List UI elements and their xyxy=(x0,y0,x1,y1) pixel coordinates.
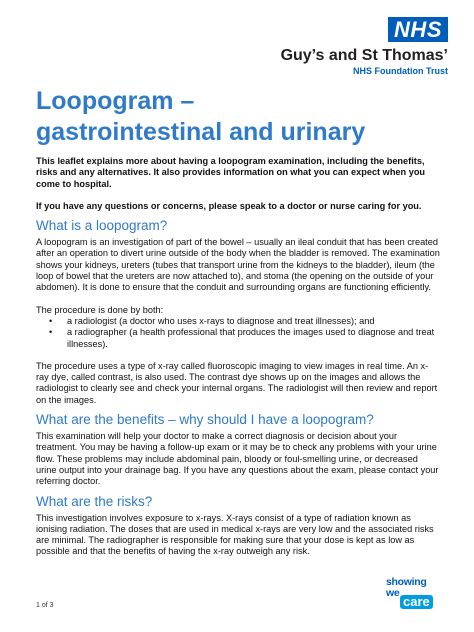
trust-subtitle: NHS Foundation Trust xyxy=(353,66,448,76)
procedure-list xyxy=(36,316,440,350)
section-1-paragraph-1: A loopogram is an investigation of part of the bowel – usually an ileal conduit that has been created after an operation to divert urine outside of the body when the bladder is removed. The examination shows your kidneys, ureters (tubes that transport urine from the kidneys to the bladder), ileum (the loop of bowel that the ureters are now attached to), and stoma (the opening on the outside of your abdomen). It is done to ensure that the conduit and surrounding organs are functioning efficiently. xyxy=(36,237,440,293)
list-item xyxy=(36,327,440,350)
title-line-1: Loopogram – xyxy=(36,87,195,115)
section-heading-benefits: What are the benefits – why should I have a loopogram? xyxy=(36,412,374,428)
page-number: 1 of 3 xyxy=(36,602,54,609)
logo-text-showing: showing xyxy=(386,576,427,588)
list-item xyxy=(36,316,440,327)
section-3-paragraph-1: This investigation involves exposure to x-rays. X-rays consist of a type of radiation known as ionising radiation. The doses that are used in medical x-rays are very low and the associated risks are minimal. The radiographer is responsible for making sure that your dose is kept as low as possible and that the benefits of having the x-ray outweigh any risk. xyxy=(36,512,434,557)
bullet-icon: • xyxy=(49,315,53,326)
leaflet-content xyxy=(36,156,440,558)
list-item-text: a radiographer (a health professional that produces the images used to diagnose and treat illnesses). xyxy=(67,327,435,349)
section-1-paragraph-2: The procedure is done by both: xyxy=(36,304,164,315)
logo-text-we: we xyxy=(386,587,400,599)
title-line-2: gastrointestinal and urinary xyxy=(36,118,366,146)
section-1-paragraph-3: The procedure uses a type of x-ray called fluoroscopic imaging to view images in real time. An x-ray dye, called contrast, is also used. The contrast dye shows up on the images and allows the radiologist to clearly see and check your internal organs. The radiologist will then review and report on the images. xyxy=(36,360,438,405)
questions-text: If you have any questions or concerns, please speak to a doctor or nurse caring for you. xyxy=(36,200,422,211)
intro-text: This leaflet explains more about having a loopogram examination, including the benefits, risks and any alternatives. It also provides information on what you can expect when you come to hospital. xyxy=(36,156,426,189)
showing-we-care-logo xyxy=(386,576,446,612)
logo-text-care: care xyxy=(400,595,433,609)
section-2-paragraph-1: This examination will help your doctor to make a correct diagnosis or decision about your treatment. You may be having a follow-up exam or it may be to check any problems with your urine flow. These problems may include abdominal pain, bloody or foul-smelling urine, or decreased urine output into your drainage bag. If you have any questions about the exam, please contact your referring doctor. xyxy=(36,431,439,487)
page-title xyxy=(36,86,446,148)
bullet-icon: • xyxy=(49,327,53,338)
trust-name: Guy’s and St Thomas’ xyxy=(280,47,448,64)
list-item-text: a radiologist (a doctor who uses x-rays to diagnose and treat illnesses); and xyxy=(67,315,375,326)
section-heading-risks: What are the risks? xyxy=(36,493,153,509)
section-heading-what-is: What is a loopogram? xyxy=(36,218,168,234)
nhs-logo: NHS xyxy=(388,17,448,42)
